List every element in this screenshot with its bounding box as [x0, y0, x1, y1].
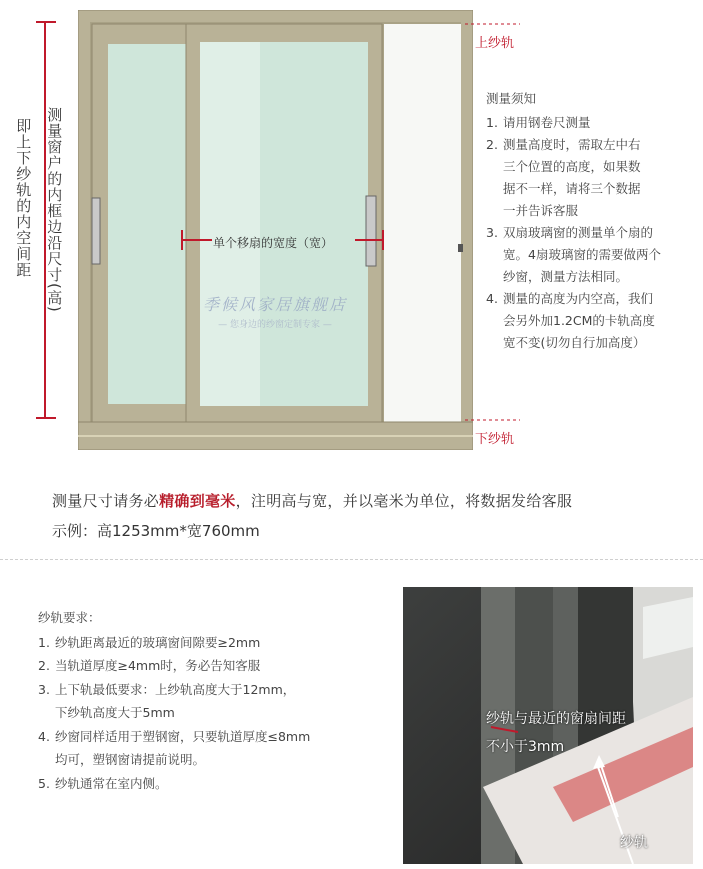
- note-number: 3.: [486, 225, 498, 240]
- divider: [0, 559, 703, 560]
- note-line: 测量的高度为内空高，我们: [503, 291, 654, 306]
- track-req-item: [38, 772, 388, 796]
- track-req-text: [55, 678, 295, 725]
- note-number: 1.: [486, 115, 498, 130]
- track-req-text: [55, 654, 260, 678]
- track-req-item: [38, 654, 388, 678]
- photo-arrow-label: 纱轨: [620, 835, 648, 851]
- track-list: [38, 631, 388, 796]
- bottom-track-label: 下纱轨: [475, 432, 515, 447]
- instruction-before: 测量尺寸请务必: [52, 492, 160, 510]
- note-line: 双扇玻璃窗的测量单个扇的: [503, 225, 654, 240]
- note-line: 会另外加1.2CM的卡轨高度: [503, 313, 655, 328]
- notes-list: [486, 112, 701, 354]
- note-line: 纱窗，测量方法相同。: [503, 269, 629, 284]
- track-req-line: 纱轨通常在室内侧。: [55, 775, 168, 791]
- note-item: [486, 222, 701, 288]
- note-item: [486, 112, 701, 134]
- track-title: 纱轨要求：: [38, 610, 101, 625]
- instruction-line: [52, 490, 572, 511]
- track-req-line: 纱窗同样适用于塑钢窗，只要轨道厚度≤8mm: [55, 728, 311, 744]
- note-item: [486, 288, 701, 354]
- track-req-item: [38, 678, 388, 725]
- track-req-line: 下纱轨高度大于5mm: [55, 705, 175, 720]
- note-item: [486, 134, 701, 222]
- note-text: [503, 112, 591, 134]
- note-line: 宽不变(切勿自行加高度）: [503, 335, 646, 350]
- height-label-inner: 测量窗户的内框边沿尺寸(高): [45, 107, 64, 313]
- width-label: 单个移扇的宽度（宽）: [213, 236, 334, 250]
- top-track-label: 上纱轨: [475, 36, 515, 51]
- note-text: [503, 222, 661, 288]
- track-req-item: [38, 725, 388, 772]
- note-line: 请用钢卷尺测量: [503, 115, 591, 130]
- track-req-text: [55, 631, 260, 655]
- track-req-line: 纱轨距离最近的玻璃窗间隙要≥2mm: [55, 634, 261, 650]
- watermark-title: 季候风家居旗舰店: [202, 295, 347, 314]
- note-text: [503, 134, 641, 222]
- track-req-item: [38, 631, 388, 655]
- track-req-text: [55, 772, 168, 796]
- track-req-number: 5.: [38, 775, 50, 791]
- notes-title: 测量须知: [486, 91, 537, 106]
- photo-caption-line1: 纱轨与最近的窗扇间距: [486, 711, 626, 727]
- height-label-outer: 即上下纱轨的内空间距: [14, 118, 33, 278]
- example-line: 示例：高1253mm*宽760mm: [52, 522, 260, 540]
- note-number: 4.: [486, 291, 498, 306]
- track-req-number: 3.: [38, 681, 50, 697]
- instruction-highlight: 精确到毫米: [159, 492, 236, 510]
- track-requirements: [38, 606, 388, 795]
- track-req-number: 4.: [38, 728, 50, 744]
- note-line: 宽。4扇玻璃窗的需要做两个: [503, 247, 661, 262]
- track-req-number: 2.: [38, 658, 50, 673]
- watermark: [170, 292, 380, 330]
- note-line: 三个位置的高度，如果数: [503, 159, 641, 174]
- photo-caption-line2: 不小于3mm: [486, 739, 565, 755]
- track-req-line: 均可，塑钢窗请提前说明。: [55, 752, 206, 767]
- track-req-line: 上下轨最低要求：上纱轨高度大于12mm，: [55, 681, 296, 697]
- note-number: 2.: [486, 137, 498, 152]
- measurement-notes: [486, 88, 701, 354]
- track-req-number: 1.: [38, 634, 50, 650]
- track-req-line: 当轨道厚度≥4mm时，务必告知客服: [55, 658, 261, 673]
- note-line: 一并告诉客服: [503, 203, 579, 218]
- watermark-subtitle: — 您身边的纱窗定制专家 —: [218, 320, 332, 330]
- note-line: 测量高度时，需取左中右: [503, 137, 641, 152]
- track-req-text: [55, 725, 310, 772]
- instruction-after: ，注明高与宽，并以毫米为单位，将数据发给客服: [235, 492, 573, 510]
- note-text: [503, 288, 655, 354]
- note-line: 据不一样，请将三个数据: [503, 181, 641, 196]
